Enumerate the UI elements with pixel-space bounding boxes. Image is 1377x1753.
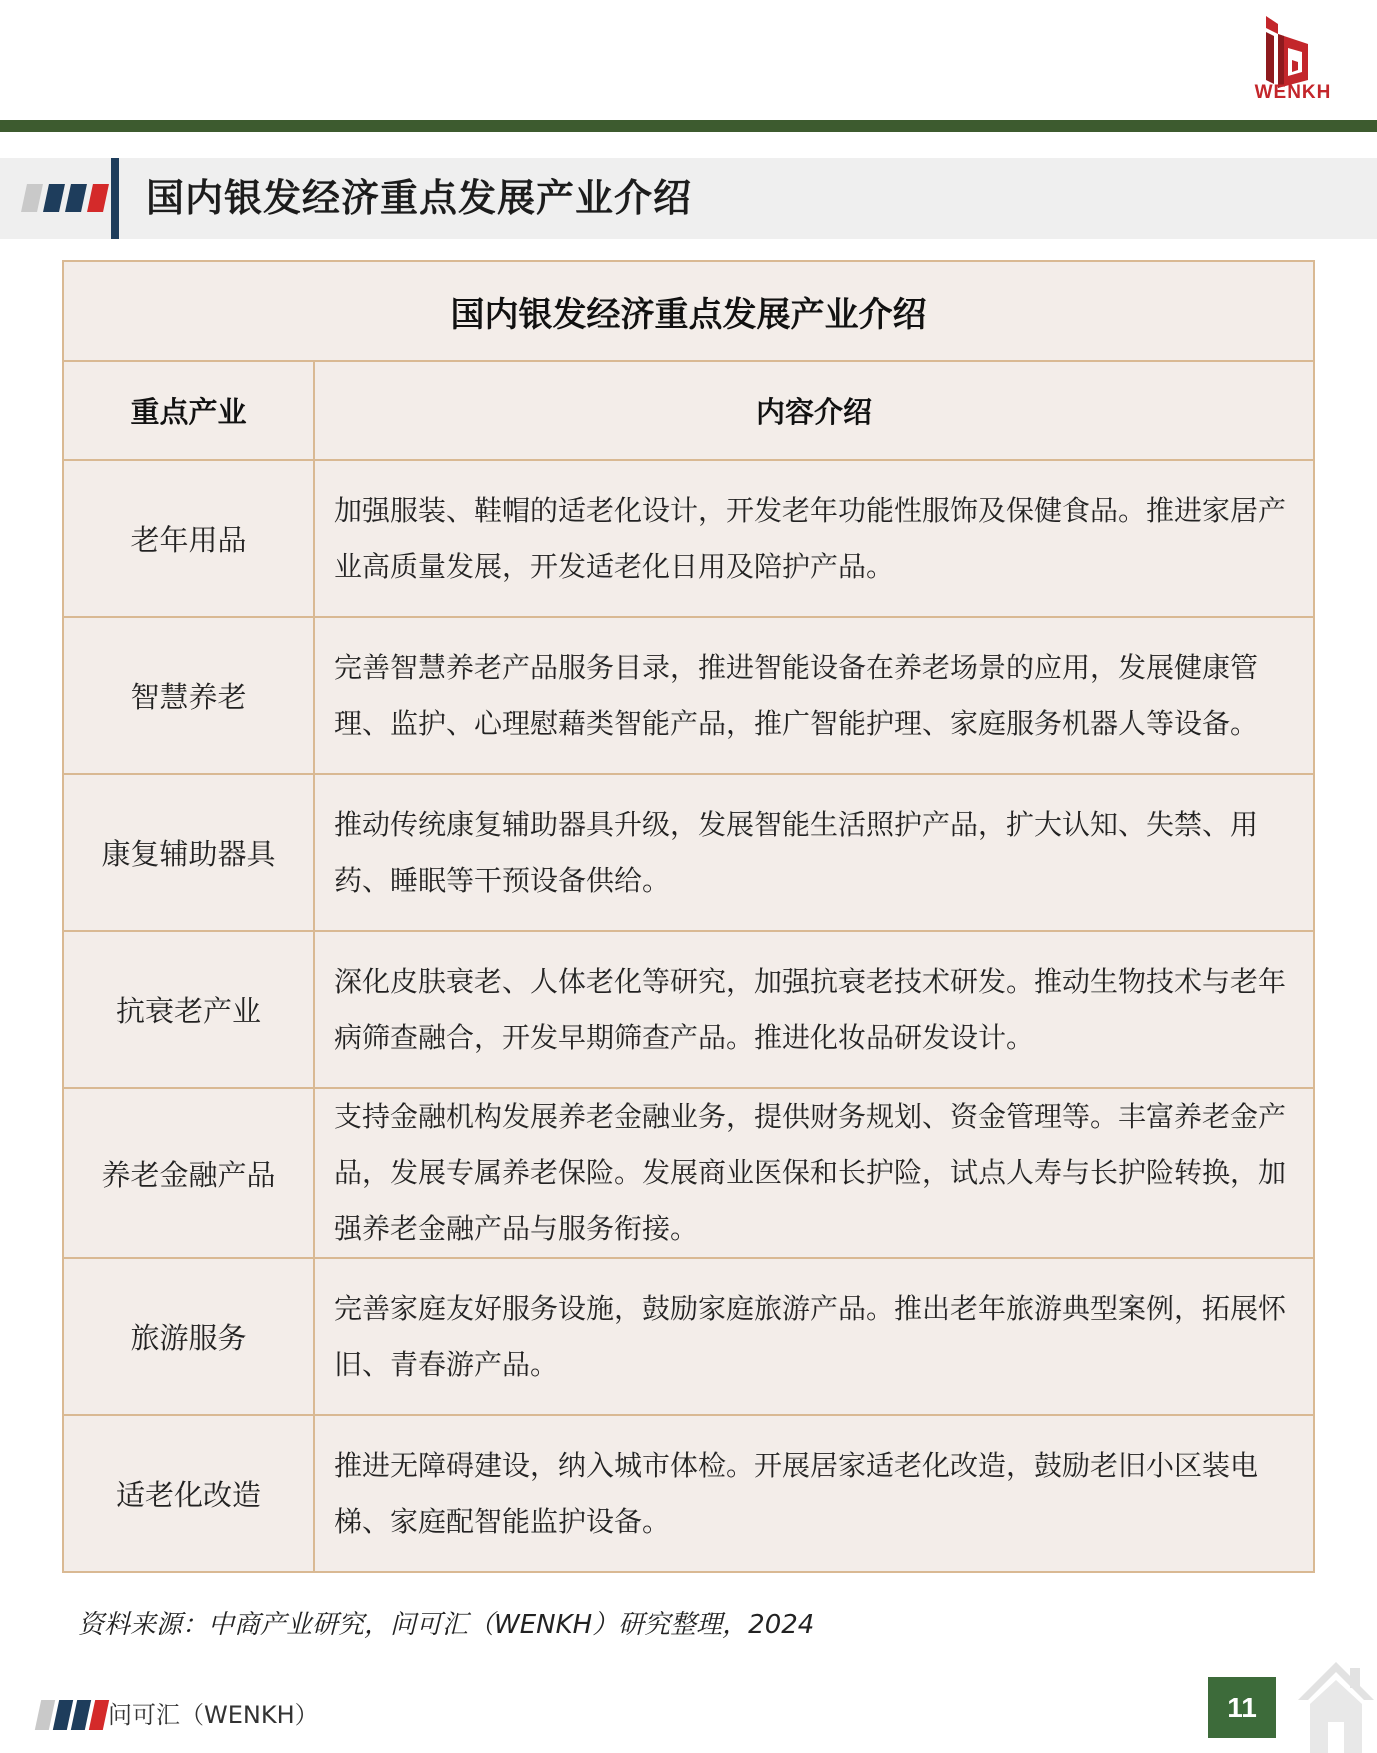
page-title: 国内银发经济重点发展产业介绍	[146, 176, 693, 220]
table-row	[63, 774, 1314, 931]
industry-cell: 智慧养老	[63, 617, 314, 774]
description-cell: 加强服装、鞋帽的适老化设计，开发老年功能性服饰及保健食品。推进家居产业高质量发展，开发适老化日用及陪护产品。	[314, 460, 1314, 617]
header-description: 内容介绍	[314, 361, 1314, 460]
title-accent-bar	[111, 158, 119, 239]
logo-text: WENKH	[1254, 82, 1332, 103]
header-industry: 重点产业	[63, 361, 314, 460]
footer-brand: 问可汇（WENKH）	[108, 1701, 319, 1729]
header-rule	[0, 120, 1377, 132]
industry-cell: 抗衰老产业	[63, 931, 314, 1088]
description-cell: 深化皮肤衰老、人体老化等研究，加强抗衰老技术研发。推动生物技术与老年病筛查融合，开发早期筛查产品。推进化妆品研发设计。	[314, 931, 1314, 1088]
industry-cell: 康复辅助器具	[63, 774, 314, 931]
table-row	[63, 460, 1314, 617]
description-cell: 支持金融机构发展养老金融业务，提供财务规划、资金管理等。丰富养老金产品，发展专属养老保险。发展商业医保和长护险，试点人寿与长护险转换，加强养老金融产品与服务衔接。	[314, 1088, 1314, 1258]
home-icon[interactable]	[1296, 1656, 1376, 1753]
industry-cell: 老年用品	[63, 460, 314, 617]
industry-cell: 适老化改造	[63, 1415, 314, 1572]
industry-table	[62, 260, 1315, 1573]
source-note: 资料来源：中商产业研究，问可汇（WENKH）研究整理，2024	[78, 1610, 815, 1640]
industry-cell: 养老金融产品	[63, 1088, 314, 1258]
table-row	[63, 1258, 1314, 1415]
description-cell: 推进无障碍建设，纳入城市体检。开展居家适老化改造，鼓励老旧小区装电梯、家庭配智能监护设备。	[314, 1415, 1314, 1572]
industry-cell: 旅游服务	[63, 1258, 314, 1415]
description-cell: 推动传统康复辅助器具升级，发展智能生活照护产品，扩大认知、失禁、用药、睡眠等干预设备供给。	[314, 774, 1314, 931]
table-caption: 国内银发经济重点发展产业介绍	[63, 261, 1314, 361]
table-row	[63, 1415, 1314, 1572]
table-row	[63, 1088, 1314, 1258]
table-row	[63, 617, 1314, 774]
page-number: 11	[1208, 1677, 1276, 1738]
table-row	[63, 931, 1314, 1088]
description-cell: 完善智慧养老产品服务目录，推进智能设备在养老场景的应用，发展健康管理、监护、心理慰藉类智能产品，推广智能护理、家庭服务机器人等设备。	[314, 617, 1314, 774]
description-cell: 完善家庭友好服务设施，鼓励家庭旅游产品。推出老年旅游典型案例，拓展怀旧、青春游产品。	[314, 1258, 1314, 1415]
